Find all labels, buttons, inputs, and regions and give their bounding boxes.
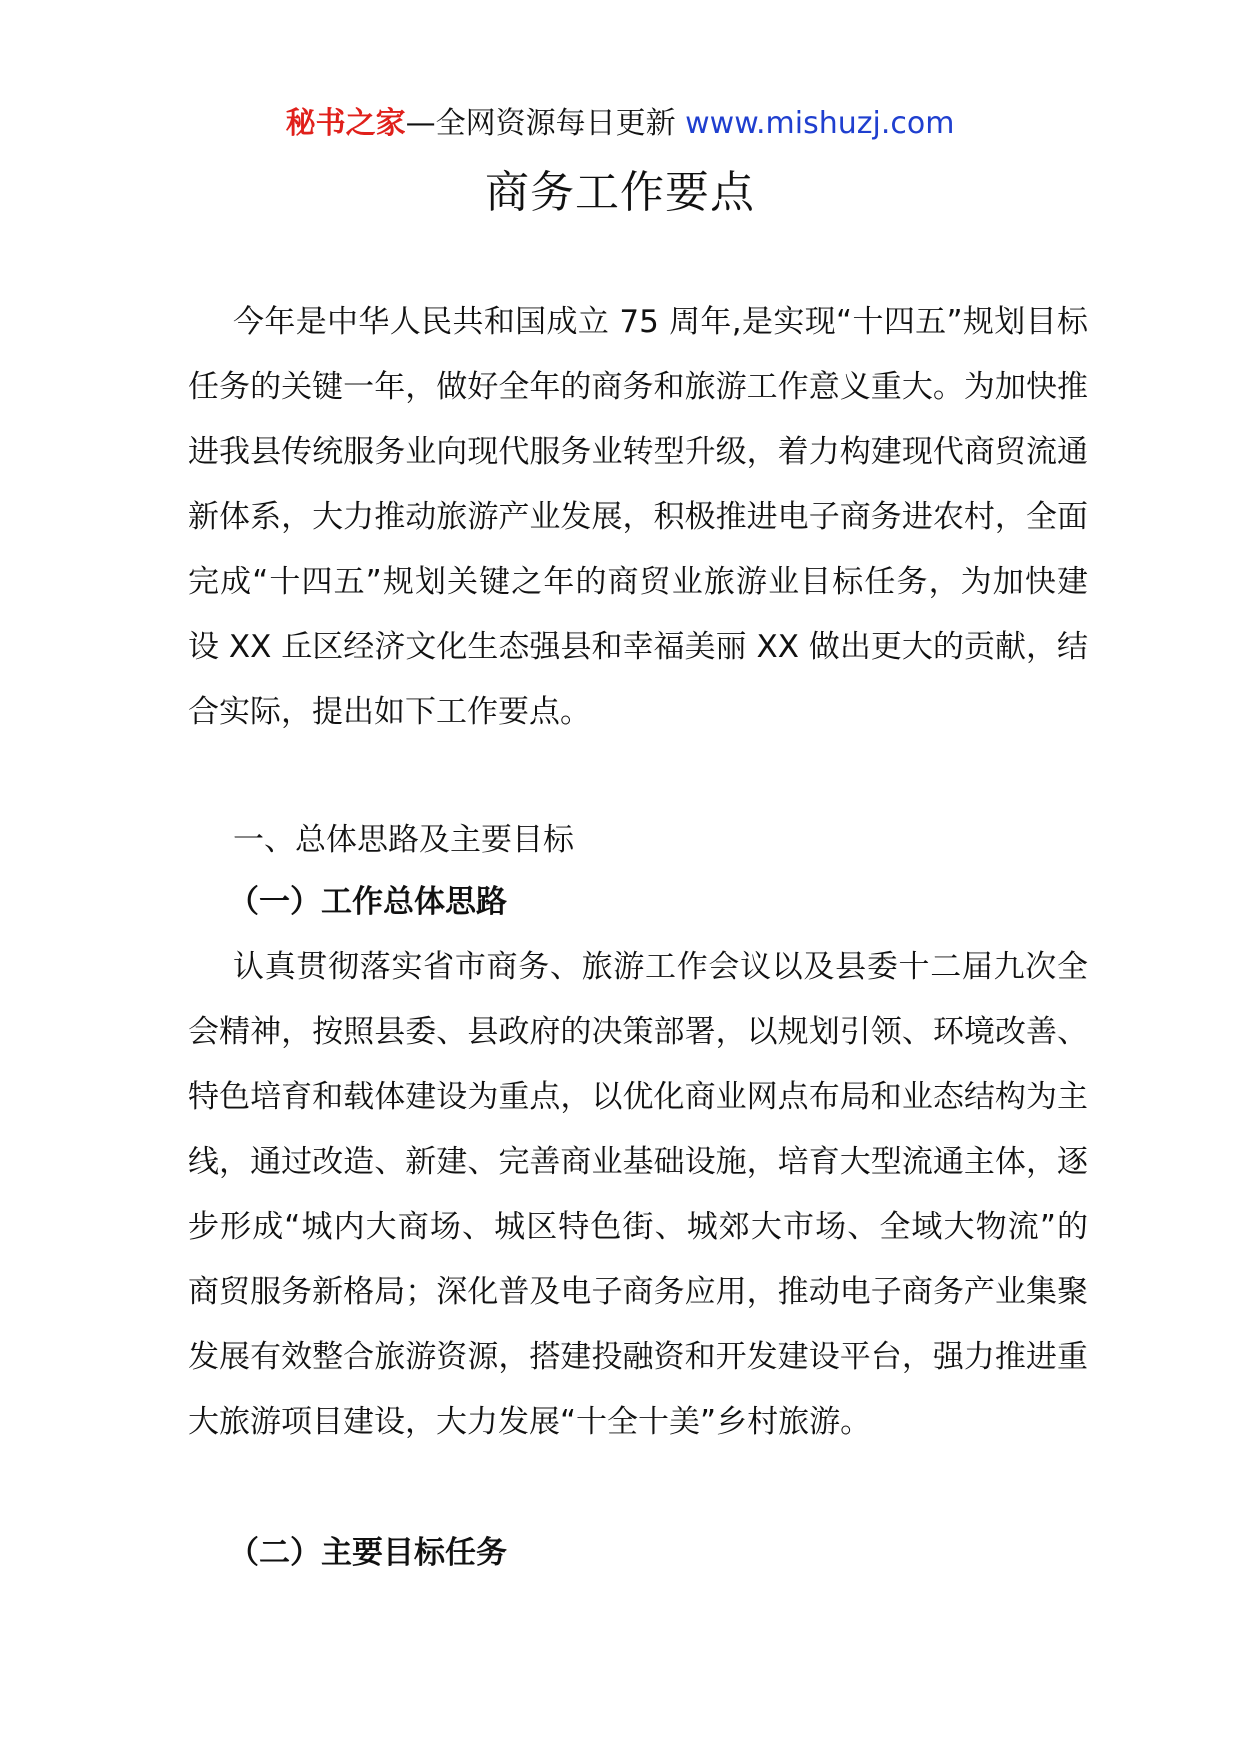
header-slogan: —全网资源每日更新 bbox=[405, 106, 676, 141]
intro-section bbox=[188, 290, 1088, 745]
section-1-heading: 一、总体思路及主要目标 bbox=[233, 822, 574, 858]
subsection-1-paragraph: 认真贯彻落实省市商务、旅游工作会议以及县委十二届九次全会精神，按照县委、县政府的决策部署，以规划引领、环境改善、特色培育和载体建设为重点，以优化商业网点布局和业态结构为主线，通过改造、新建、完善商业基础设施，培育大型流通主体，逐步形成“城内大商场、城区特色街、城郊大市场、全域大物流”的商贸服务新格局；深化普及电子商务应用，推动电子商务产业集聚发展有效整合旅游资源，搭建投融资和开发建设平台，强力推进重大旅游项目建设，大力发展“十全十美”乡村旅游。 bbox=[188, 949, 1088, 1440]
subsection-2 bbox=[188, 1521, 1088, 1586]
subsection-1-heading: （一）工作总体思路 bbox=[228, 884, 507, 920]
site-url-link[interactable]: www.mishuzj.com bbox=[685, 106, 955, 141]
document-title: 商务工作要点 bbox=[485, 167, 755, 218]
subsection-2-heading: （二）主要目标任务 bbox=[228, 1535, 507, 1571]
subsection-1 bbox=[188, 870, 1088, 935]
brand-name: 秘书之家 bbox=[285, 106, 406, 141]
intro-paragraph: 今年是中华人民共和国成立 75 周年,是实现“十四五”规划目标任务的关键一年，做好全年的商务和旅游工作意义重大。为加快推进我县传统服务业向现代服务业转型升级，着力构建现代商贸流通新体系，大力推动旅游产业发展，积极推进电子商务进农村，全面完成“十四五”规划关键之年的商贸业旅游业目标任务，为加快建设 XX 丘区经济文化生态强县和幸福美丽 XX 做出更大的贡献，结合实际，提出如下工作要点。 bbox=[188, 304, 1088, 730]
subsection-1-content bbox=[188, 935, 1088, 1455]
site-header bbox=[0, 104, 1240, 144]
section-1 bbox=[188, 808, 1088, 873]
